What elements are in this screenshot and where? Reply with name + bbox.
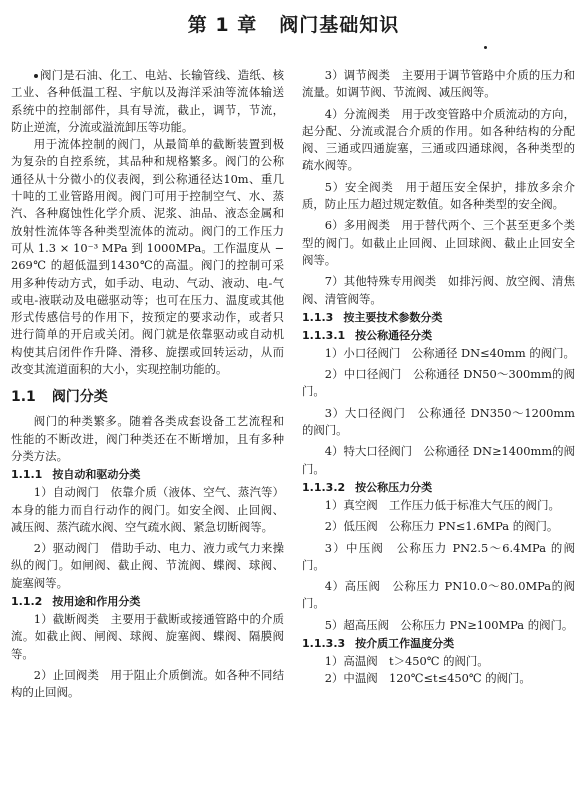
list-item: 3）调节阀类 主要用于调节管路中介质的压力和流量。如调节阀、节流阀、减压阀等。 <box>302 68 575 100</box>
section-number: 1.1 <box>11 389 36 406</box>
classification-intro: 阀门的种类繁多。随着各类成套设备工艺流程和性能的不断改进，阀门种类还在不断增加，且有多种分类方法。 <box>11 414 284 463</box>
subsection-heading-1-1-2: 1.1.2 按用途和作用分类 <box>11 595 141 609</box>
list-item: 4）分流阀类 用于改变管路中介质流动的方向，起分配、分流或混合介质的作用。如各种结构的分配阀、三通或四通旋塞，三通或四通球阀，各种类型的疏水阀等。 <box>302 106 575 173</box>
list-item: 1）截断阀类 主要用于截断或接通管路中的介质流。如截止阀、闸阀、球阀、旋塞阀、蝶阀、隔膜阀等。 <box>11 612 284 661</box>
subsection-heading-1-1-1: 1.1.1 按自动和驱动分类 <box>11 468 141 482</box>
chapter-heading <box>0 10 587 37</box>
list-item: 1）高温阀 t＞450℃ 的阀门。 <box>324 654 489 669</box>
left-column <box>11 67 284 702</box>
stray-dot-mark <box>484 46 487 49</box>
list-item: 2）止回阀类 用于阻止介质倒流。如各种不同结构的止回阀。 <box>11 667 284 700</box>
section-heading-1-1 <box>11 387 284 407</box>
list-item: 2）低压阀 公称压力 PN≤1.6MPa 的阀门。 <box>324 519 559 534</box>
chapter-title: 阀门基础知识 <box>279 14 400 36</box>
list-item: 2）中口径阀门 公称通径 DN50～300mm的阀门。 <box>302 367 575 399</box>
intro-paragraph-1: 阀门是石油、化工、电站、长输管线、造纸、核工业、各种低温工程、宇航以及海洋采油等流体输送系统中的控制部件，具有导流，截止，调节，节流，防止逆流，分流或溢流卸压等功能。 <box>11 68 284 134</box>
subsection-heading-1-1-3-3: 1.1.3.3 按介质工作温度分类 <box>302 637 455 651</box>
bullet-dot-icon <box>34 74 38 78</box>
right-column <box>302 67 575 688</box>
section-title: 阀门分类 <box>51 389 108 406</box>
list-item: 7）其他特殊专用阀类 如排污阀、放空阀、清焦阀、清管阀等。 <box>302 274 575 306</box>
list-item: 5）超高压阀 公称压力 PN≥100MPa 的阀门。 <box>324 617 574 632</box>
list-item: 1）自动阀门 依靠介质（液体、空气、蒸汽等）本身的能力而自行动作的阀门。如安全阀、止回阀、减压阀、蒸汽疏水阀、空气疏水阀、紧急切断阀等。 <box>11 485 284 534</box>
subsection-heading-1-1-3-2: 1.1.3.2 按公称压力分类 <box>302 480 433 494</box>
list-item: 1）真空阀 工作压力低于标准大气压的阀门。 <box>324 497 560 512</box>
list-item: 3）大口径阀门 公称通径 DN350～1200mm的阀门。 <box>302 405 575 438</box>
list-item: 2）中温阀 120℃≤t≤450℃ 的阀门。 <box>324 671 531 686</box>
list-item: 2）驱动阀门 借助手动、电力、液力或气力来操纵的阀门。如闸阀、截止阀、节流阀、蝶阀、球阀、旋塞阀等。 <box>11 541 284 590</box>
subsection-heading-1-1-3: 1.1.3 按主要技术参数分类 <box>302 310 443 324</box>
list-item: 4）高压阀 公称压力 PN10.0～80.0MPa的阀门。 <box>302 579 575 611</box>
intro-paragraph-2: 用于流体控制的阀门，从最简单的截断装置到极为复杂的自控系统，其品种和规格繁多。阀门的公称通径从十分微小的仪表阀，到公称通径达10m、重几十吨的工业管路用阀。阀门可用于控制空气、水、蒸汽、各种腐蚀性化学介质、泥浆、油品、液态金属和放射性流体等各种类型流体的流动。阀门的工作压力可从 1.3 × 10⁻³ MPa 到 1000MPa。工作温度从 − 269℃ 的超低温到1430℃的高温。阀门的控制可采用多种传动方式，如手动、电动、气动、液动、电-气或电-液联动及电磁驱动等；也可在压力、温度或其他形式传感信号的作用下，按预定的要求动作，或者只进行简单的开启或关闭。阀门就是依靠驱动或自动机构使其启闭件作升降、滑移、旋摆或回转运动，从而改变其流道面积的大小，实现控制功能的。 <box>11 137 284 377</box>
list-item: 1）小口径阀门 公称通径 DN≤40mm 的阀门。 <box>324 345 575 360</box>
list-item: 6）多用阀类 用于替代两个、三个甚至更多个类型的阀门。如截止止回阀、止回球阀、截止止回安全阀等。 <box>302 218 575 267</box>
list-item: 5）安全阀类 用于超压安全保护，排放多余介质，防止压力超过规定数值。如各种类型的安全阀。 <box>302 179 575 212</box>
chapter-number: 第 1 章 <box>187 14 258 36</box>
subsection-heading-1-1-3-1: 1.1.3.1 按公称通径分类 <box>302 328 433 342</box>
list-item: 4）特大口径阀门 公称通径 DN≥1400mm的阀门。 <box>302 444 575 476</box>
list-item: 3）中压阀 公称压力 PN2.5～6.4MPa 的阀门。 <box>302 540 575 572</box>
